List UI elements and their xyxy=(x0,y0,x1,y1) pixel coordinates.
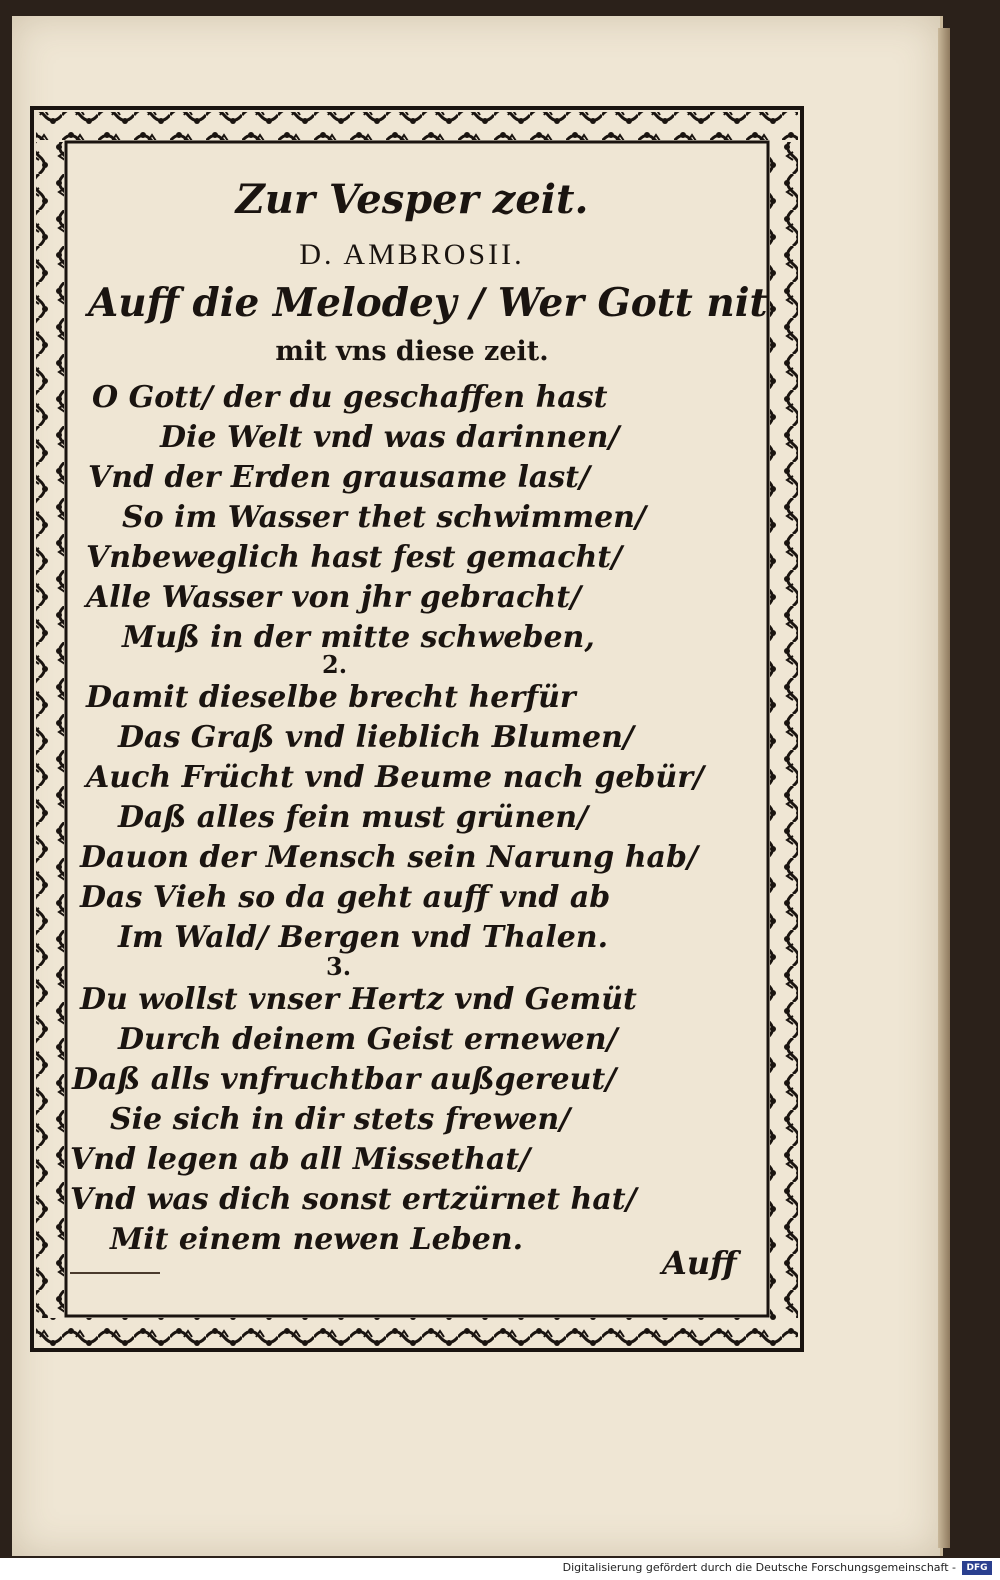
melody-line-2: mit vns diese zeit. xyxy=(275,336,549,367)
verse-1-line-7: Muß in der mitte schweben, xyxy=(122,620,595,655)
verse-2-line-3: Auch Frücht vnd Beume nach gebür/ xyxy=(86,760,704,795)
verse-3-line-4: Sie sich in dir stets frewen/ xyxy=(110,1102,571,1137)
verse-3-line-1: Du wollst vnser Hertz vnd Gemüt xyxy=(80,982,637,1017)
verse-3-line-3: Daß alls vnfruchtbar außgereut/ xyxy=(72,1062,617,1097)
verse-2-number: 2. xyxy=(322,650,348,679)
verse-1-line-2: Die Welt vnd was darinnen/ xyxy=(160,420,620,455)
hymn-author: D. AMBROSII. xyxy=(299,238,525,271)
verse-1-line-3: Vnd der Erden grausame last/ xyxy=(88,460,590,495)
verse-2-line-4: Daß alles fein must grünen/ xyxy=(118,800,588,835)
verse-3-line-7: Mit einem newen Leben. xyxy=(110,1222,524,1257)
melody-line-1: Auff die Melodey / Wer Gott nit xyxy=(88,280,768,326)
verse-2-line-6: Das Vieh so da geht auff vnd ab xyxy=(80,880,611,915)
catchword: Auff xyxy=(662,1244,737,1282)
verse-2-line-2: Das Graß vnd lieblich Blumen/ xyxy=(118,720,634,755)
dfg-logo: DFG xyxy=(962,1561,992,1575)
hymn-title: Zur Vesper zeit. xyxy=(235,176,589,223)
verse-2-line-5: Dauon der Mensch sein Narung hab/ xyxy=(80,840,698,875)
verse-3-line-5: Vnd legen ab all Missethat/ xyxy=(70,1142,531,1177)
digitization-footer xyxy=(0,1558,1000,1580)
verse-3-number: 3. xyxy=(326,952,352,981)
verse-1-line-6: Alle Wasser von jhr gebracht/ xyxy=(86,580,582,615)
catchword-rule xyxy=(70,1272,160,1274)
verse-1-line-1: O Gott/ der du geschaffen hast xyxy=(92,380,608,415)
verse-2-line-1: Damit dieselbe brecht herfür xyxy=(86,680,576,715)
verse-1-line-5: Vnbeweglich hast fest gemacht/ xyxy=(86,540,623,575)
verse-1-line-4: So im Wasser thet schwimmen/ xyxy=(122,500,646,535)
footer-credit: Digitalisierung gefördert durch die Deutsche Forschungsgemeinschaft - xyxy=(562,1561,956,1574)
verse-3-line-2: Durch deinem Geist ernewen/ xyxy=(118,1022,618,1057)
page-edge xyxy=(938,28,950,1548)
verse-2-line-7: Im Wald/ Bergen vnd Thalen. xyxy=(118,920,609,955)
verse-3-line-6: Vnd was dich sonst ertzürnet hat/ xyxy=(70,1182,637,1217)
